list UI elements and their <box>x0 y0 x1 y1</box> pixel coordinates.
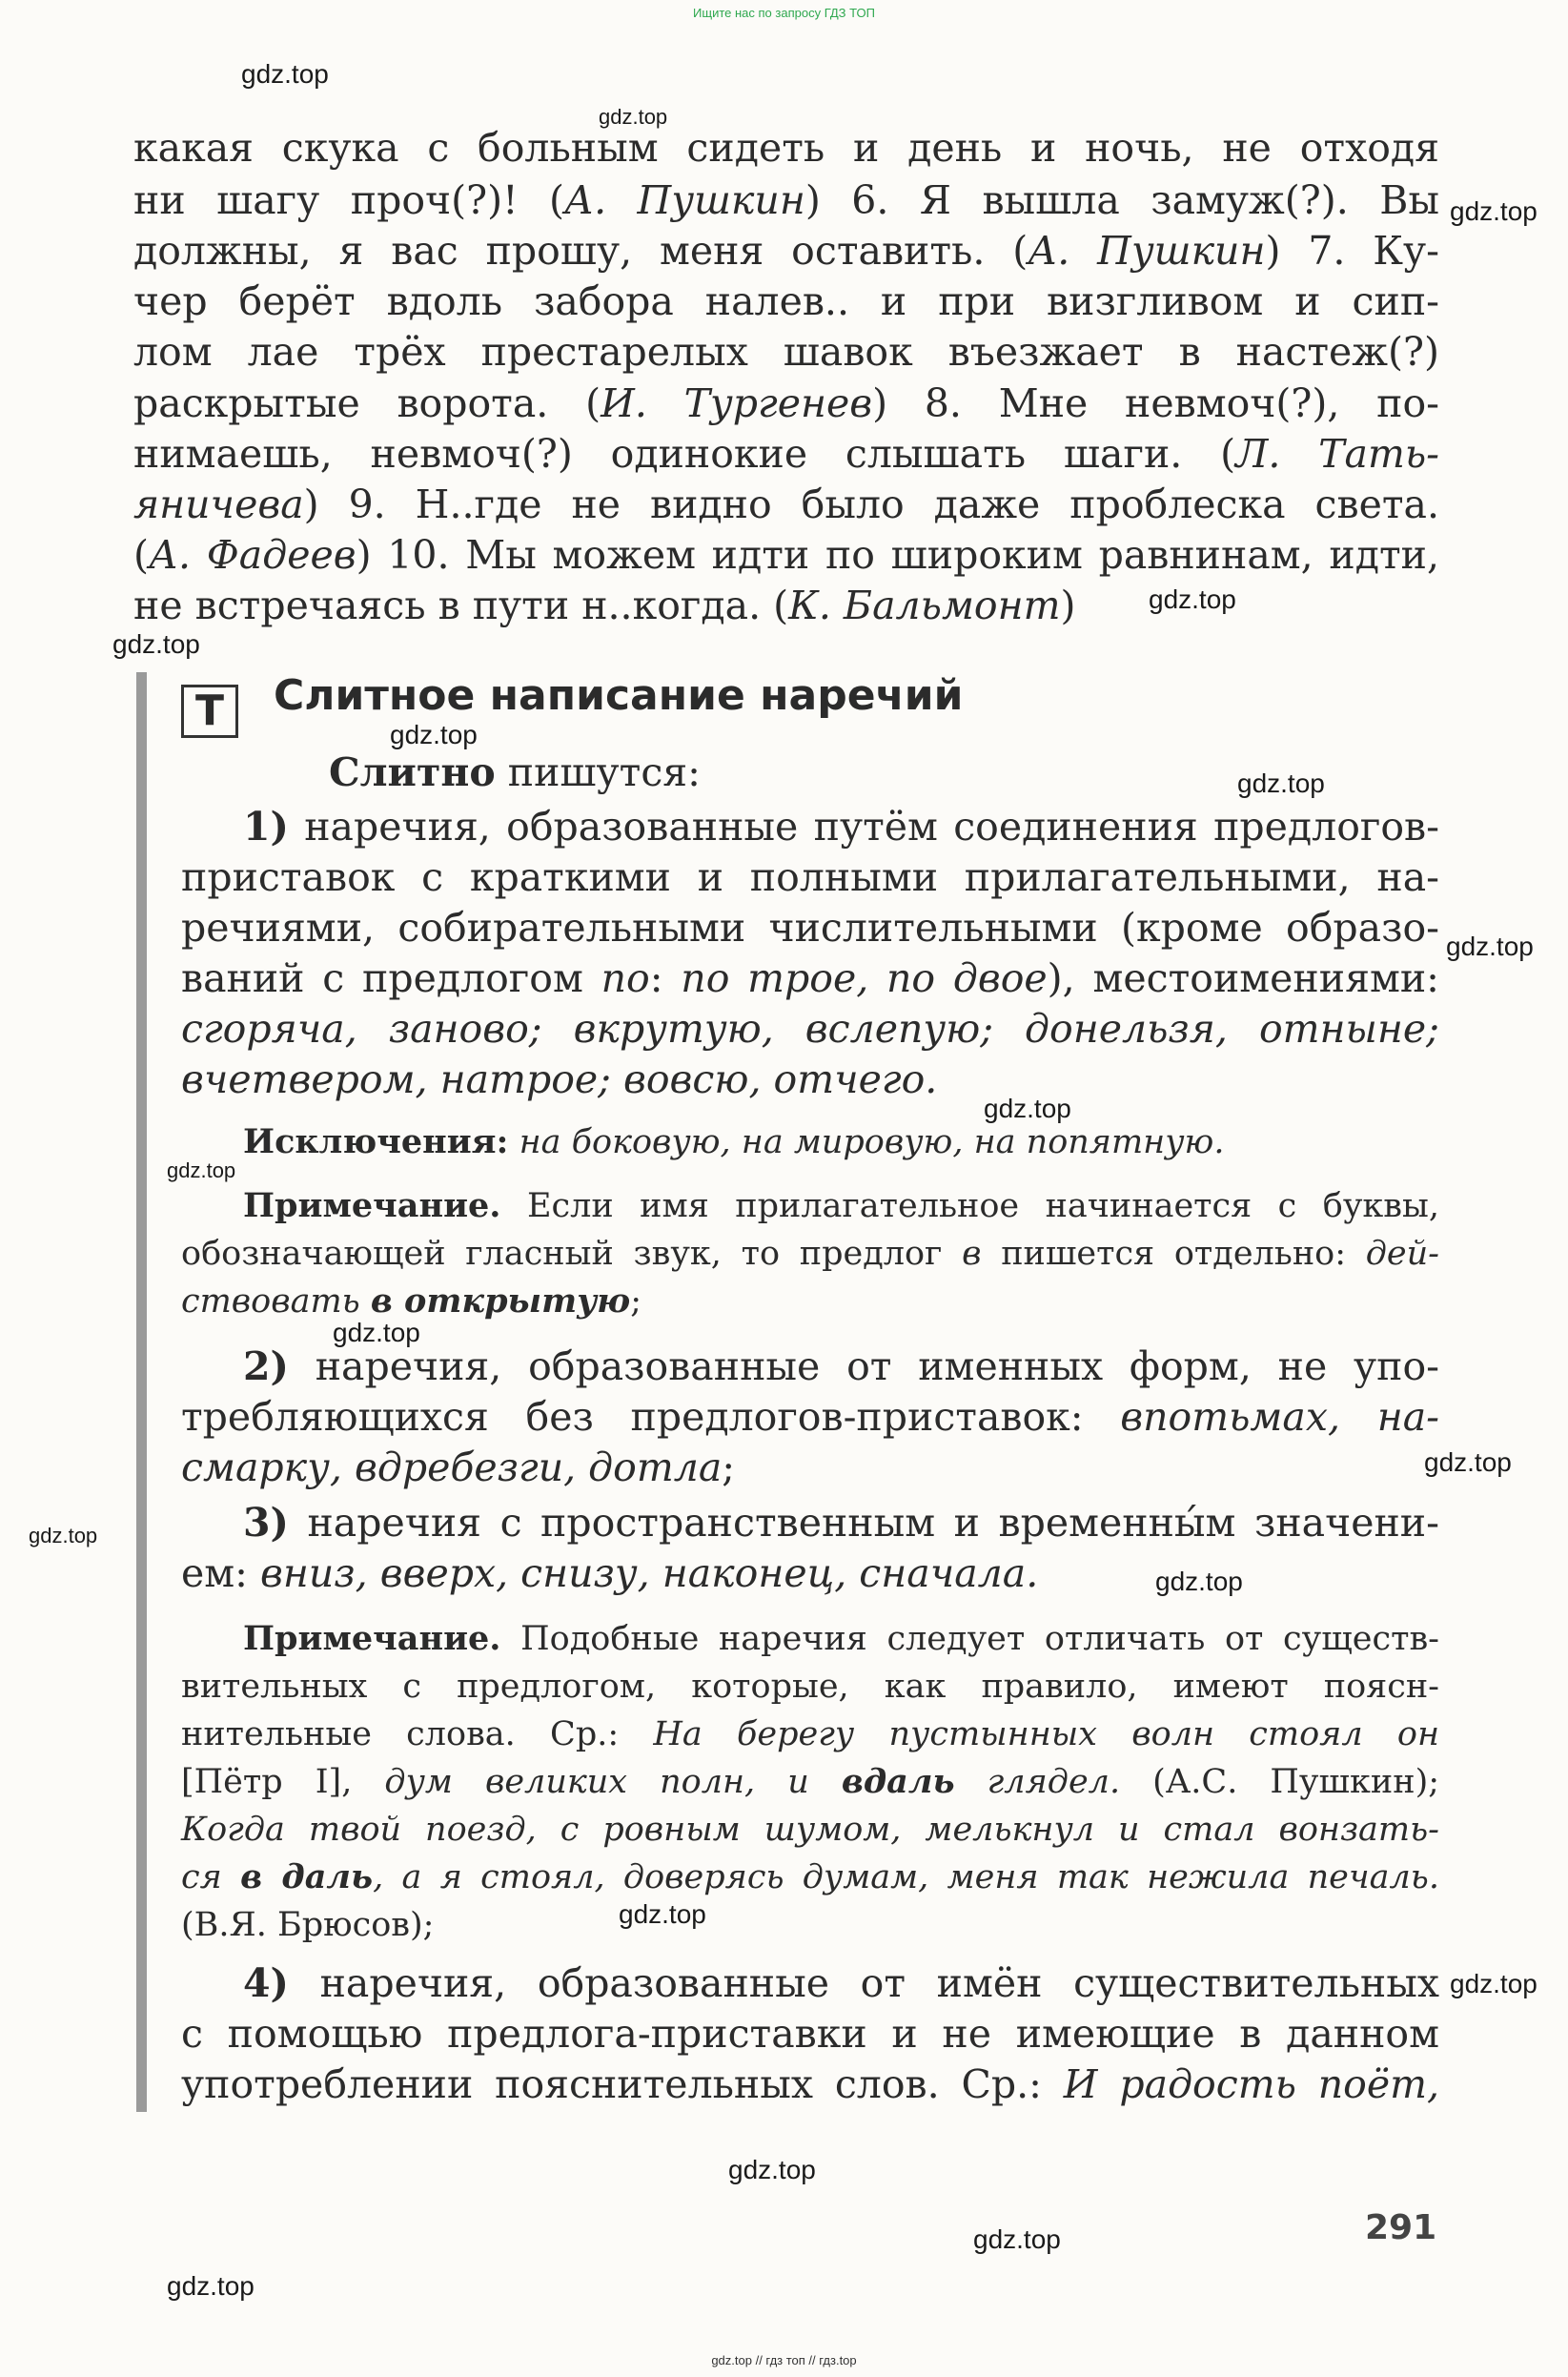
watermark-text: gdz.top <box>619 1899 706 1929</box>
exceptions-line: Исключения: на боковую, на мировую, на попятную. <box>243 1122 1225 1161</box>
text-line: лом лае трёх престарелых шавок въезжает в настеж(?) <box>133 329 1439 375</box>
watermark-text: gdz.top <box>167 2271 255 2301</box>
theory-sidebar-bar <box>136 672 147 2112</box>
watermark-text: gdz.top <box>599 105 668 129</box>
watermark-text: gdz.top <box>1450 196 1537 226</box>
text-line: чер берёт вдоль забора налев.. и при визгливом и сип- <box>133 278 1439 324</box>
rule-1-examples: вчетвером, натрое; вовсю, отчего. <box>181 1056 938 1102</box>
rule-2-line: 2) наречия, образованные от именных форм, не упо- <box>243 1343 1439 1389</box>
watermark-text: gdz.top <box>1149 584 1236 614</box>
rule-1-line: 1) наречия, образованные путём соединения предлогов- <box>243 804 1439 850</box>
watermark-text: gdz.top <box>1237 768 1325 798</box>
watermark-text: gdz.top <box>1424 1447 1512 1477</box>
theory-badge: Т <box>181 685 238 738</box>
note-2-line: нительные слова. Ср.: На берегу пустынных волн стоял он <box>181 1715 1439 1753</box>
rule-3-line: 3) наречия с пространственным и временны́м значени- <box>243 1500 1439 1546</box>
note-2-line: Когда твой поезд, с ровным шумом, мелькнул и стал вонзать- <box>181 1811 1439 1849</box>
watermark-text: gdz.top <box>973 2224 1061 2254</box>
page-number: 291 <box>1365 2208 1437 2247</box>
watermark-text: gdz.top <box>167 1158 236 1182</box>
rule-3-line: ем: вниз, вверх, снизу, наконец, сначала. <box>181 1550 1039 1596</box>
note-1-line: обозначающей гласный звук, то предлог в пишется отдельно: дей- <box>181 1235 1439 1273</box>
rule-4-line: 4) наречия, образованные от имён существительных <box>243 1960 1439 2006</box>
text-line: не встречаясь в пути н..когда. (К. Бальмонт) <box>133 583 1076 628</box>
watermark-text: gdz.top <box>241 59 329 89</box>
watermark-text: gdz.top <box>333 1318 420 1347</box>
watermark-text: gdz.top <box>728 2155 816 2184</box>
note-1-line: Примечание. Если имя прилагательное начинается с буквы, <box>243 1186 1439 1225</box>
watermark-text: gdz.top <box>1446 932 1534 961</box>
rule-1-line: приставок с краткими и полными прилагательными, на- <box>181 854 1439 900</box>
watermark-text: gdz.top <box>1450 1969 1537 1998</box>
top-banner: Ищите нас по запросу ГДЗ ТОП <box>693 6 875 20</box>
rule-1-line: речиями, собирательными числительными (кроме образо- <box>181 905 1439 951</box>
section-heading: Слитное написание наречий <box>274 671 964 720</box>
note-2-line: (В.Я. Брюсов); <box>181 1906 435 1944</box>
watermark-text: gdz.top <box>984 1094 1071 1123</box>
bottom-banner: gdz.top // гдз топ // гдз.top <box>711 2353 857 2367</box>
text-line: нимаешь, невмоч(?) одинокие слышать шаги. (Л. Тать- <box>133 431 1439 477</box>
rule-4-line: употреблении пояснительных слов. Ср.: И радость поёт, <box>181 2061 1440 2107</box>
text-line: яничева) 9. Н..где не видно было даже проблеска света. <box>133 482 1439 527</box>
rule-4-line: с помощью предлога-приставки и не имеющие в данном <box>181 2011 1439 2057</box>
text-line: (А. Фадеев) 10. Мы можем идти по широким равнинам, идти, <box>133 532 1440 578</box>
note-2-line: вительных с предлогом, которые, как правило, имеют поясн- <box>181 1668 1439 1706</box>
rule-1-examples: сгоряча, заново; вкрутую, вслепую; донельзя, отныне; <box>181 1006 1439 1052</box>
watermark-text: gdz.top <box>112 629 200 659</box>
note-2-line: [Пётр I], дум великих полн, и вдаль глядел. (А.С. Пушкин); <box>181 1762 1440 1801</box>
watermark-text: gdz.top <box>29 1524 98 1547</box>
note-1-line: ствовать в открытую; <box>181 1281 641 1321</box>
text-line: должны, я вас прошу, меня оставить. (А. Пушкин) 7. Ку- <box>133 228 1439 274</box>
text-line: раскрытые ворота. (И. Тургенев) 8. Мне невмоч(?), по- <box>133 380 1439 426</box>
text-line: ни шагу проч(?)! (А. Пушкин) 6. Я вышла замуж(?). Вы <box>133 177 1440 223</box>
note-2-line: ся в даль, а я стоял, доверясь думам, меня так нежила печаль. <box>181 1857 1439 1896</box>
text-line: какая скука с больным сидеть и день и ночь, не отходя <box>133 125 1439 171</box>
rule-1-line: ваний с предлогом по: по трое, по двое), местоимениями: <box>181 955 1439 1001</box>
note-2-line: Примечание. Подобные наречия следует отличать от существ- <box>243 1619 1439 1658</box>
rule-2-line: требляющихся без предлогов-приставок: впотьмах, на- <box>181 1394 1439 1440</box>
watermark-text: gdz.top <box>390 720 478 749</box>
watermark-text: gdz.top <box>1155 1567 1243 1596</box>
rule-2-line: смарку, вдребезги, дотла; <box>181 1445 736 1490</box>
intro-line: Слитно пишутся: <box>329 749 701 795</box>
